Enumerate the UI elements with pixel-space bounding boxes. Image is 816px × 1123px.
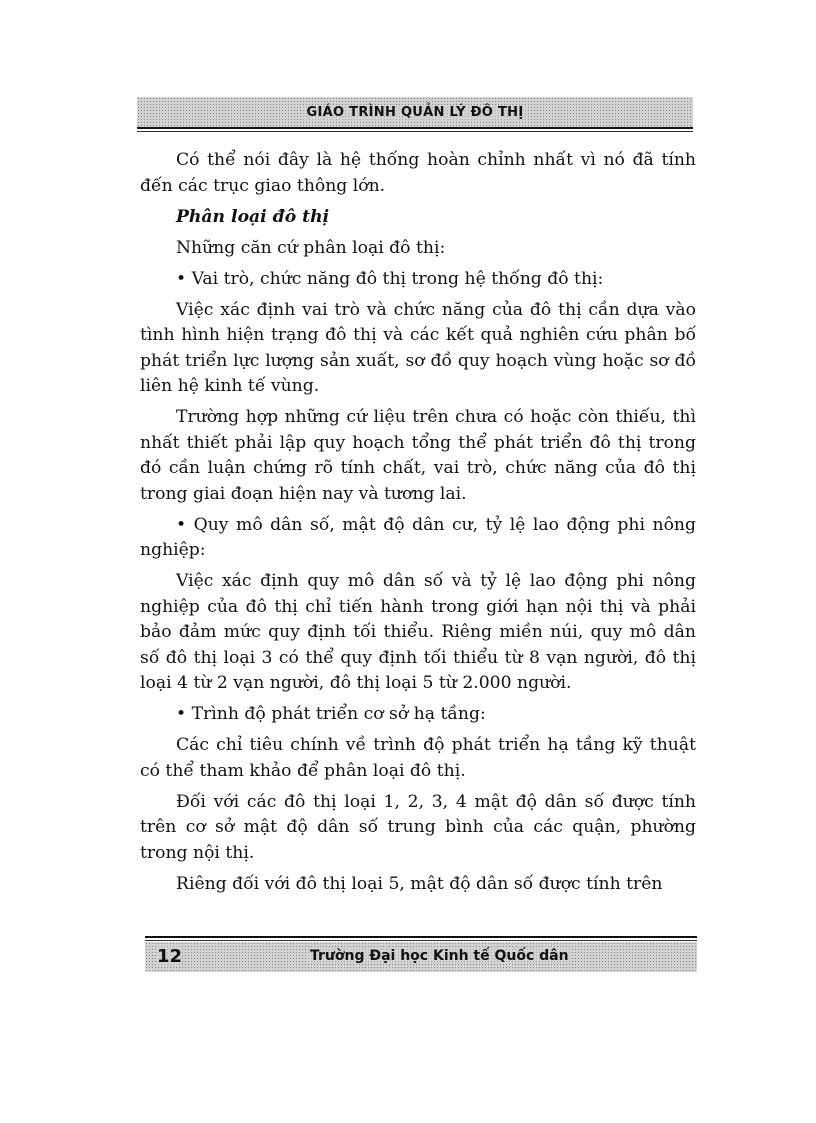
page-body <box>140 148 696 897</box>
footer-rule <box>145 936 697 938</box>
paragraph-role-function: Việc xác định vai trò và chức năng của đô thị cần dựa vào tình hình hiện trạng đô thị và các kết quả nghiên cứu phân bố phát triển lực lượng sản xuất, sơ đồ quy hoạch vùng hoặc sơ đồ liên hệ kinh tế vùng. <box>140 299 696 396</box>
header-band <box>137 97 693 127</box>
paragraph-criteria: Những căn cứ phân loại đô thị: <box>176 237 446 258</box>
paragraph-type5: Riêng đối với đô thị loại 5, mật độ dân số được tính trên <box>176 873 663 894</box>
header-rule <box>137 127 693 129</box>
bullet-role-function: • Vai trò, chức năng đô thị trong hệ thống đô thị: <box>176 268 604 289</box>
paragraph-density: Đối với các đô thị loại 1, 2, 3, 4 mật độ dân số được tính trên cơ sở mật độ dân số trung bình của các quận, phường trong nội thị. <box>140 791 696 863</box>
page-number: 12 <box>157 946 183 967</box>
paragraph-population: Việc xác định quy mô dân số và tỷ lệ lao động phi nông nghiệp của đô thị chỉ tiến hành trong giới hạn nội thị và phải bảo đảm mức quy định tối thiểu. Riêng miền núi, quy mô dân số đô thị loại 3 có thể quy định tối thiểu từ 8 vạn người, đô thị loại 4 từ 2 vạn người, đô thị loại 5 từ 2.000 người. <box>140 571 696 693</box>
running-header-title: GIÁO TRÌNH QUẢN LÝ ĐÔ THỊ <box>303 105 528 120</box>
running-footer-title: Trường Đại học Kinh tế Quốc dân <box>307 948 572 964</box>
bullet-infrastructure: • Trình độ phát triển cơ sở hạ tầng: <box>176 704 486 724</box>
footer-rule-thin <box>145 940 697 941</box>
section-heading: Phân loại đô thị <box>176 206 330 227</box>
paragraph-intro: Có thể nói đây là hệ thống hoàn chỉnh nhất vì nó đã tính đến các trục giao thông lớn. <box>140 150 696 196</box>
bullet-population: • Quy mô dân số, mật độ dân cư, tỷ lệ lao động phi nông nghiệp: <box>140 514 696 560</box>
paragraph-infrastructure: Các chỉ tiêu chính về trình độ phát triển hạ tầng kỹ thuật có thể tham khảo để phân loại đô thị. <box>140 735 696 781</box>
paragraph-master-plan: Trường hợp những cứ liệu trên chưa có hoặc còn thiếu, thì nhất thiết phải lập quy hoạch tổng thể phát triển đô thị trong đó cần luận chứng rõ tính chất, vai trò, chức năng của đô thị trong giai đoạn hiện nay và tương lai. <box>140 407 696 504</box>
header-rule-thin <box>137 131 693 132</box>
footer-band <box>145 942 697 972</box>
